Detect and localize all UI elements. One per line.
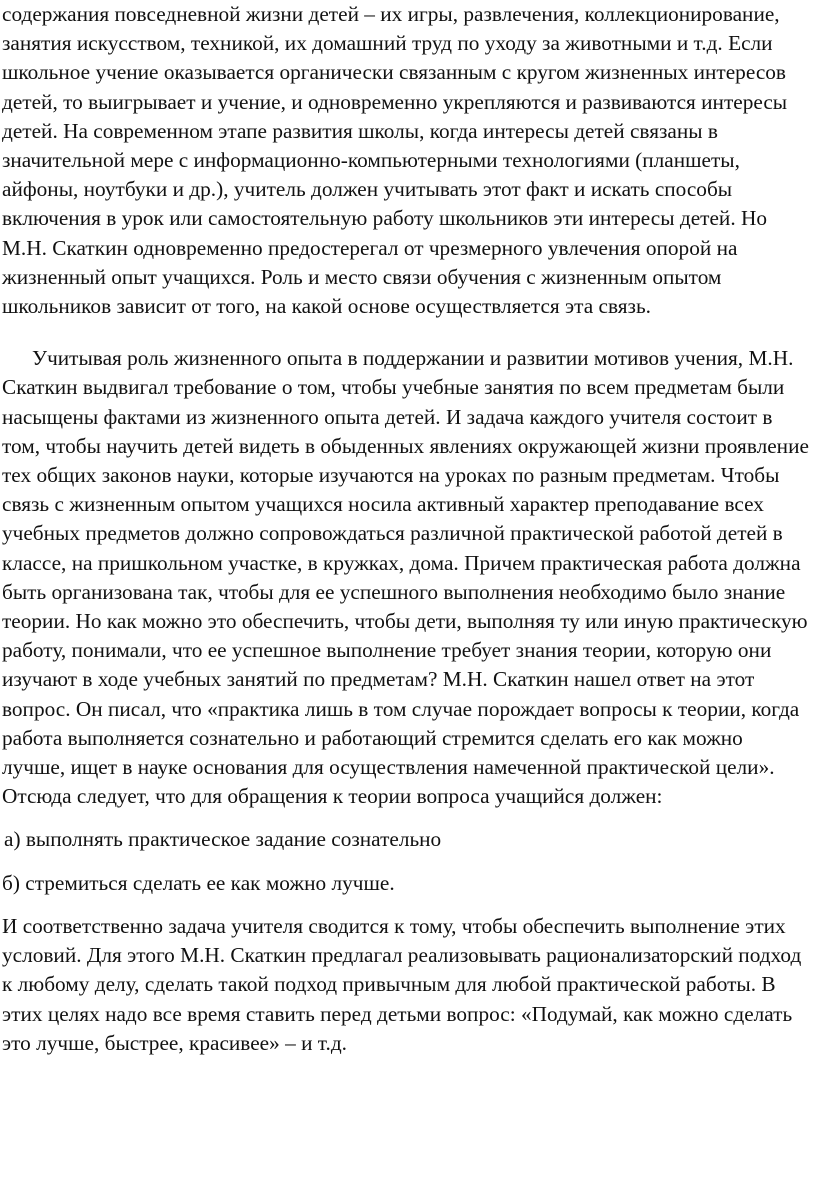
list-item-b: б) стремиться сделать ее как можно лучше. (2, 870, 395, 895)
list-item-a: а) выполнять практическое задание сознательно (4, 827, 442, 852)
paragraph-teacher-task: И соответственно задача учителя сводится к тому, чтобы обеспечить выполнение этих условий. Для этого М.Н. Скаткин предлагал реализовывать рационализаторский подход к любому делу, сделать такой подход привычным для любой практической работы. В этих целях надо все время ставить перед детьми вопрос: «Подумай, как можно сделать это лучше, быстрее, красивее» – и т.д. (2, 913, 802, 1055)
paragraph-life-experience: Учитывая роль жизненного опыта в поддержании и развитии мотивов учения, М.Н. Скаткин выдвигал требование о том, чтобы учебные занятия по всем предметам были насыщены фактами из жизненного опыта детей. И задача каждого учителя состоит в том, чтобы научить детей видеть в обыденных явлениях окружающей жизни проявление тех общих законов науки, которые изучаются на уроках по разным предметам. Чтобы связь с жизненным опытом учащихся носила активный характер преподавание всех учебных предметов должно сопровождаться различной практической работой детей в классе, на пришкольном участке, в кружках, дома. Причем практическая работа должна быть организована так, чтобы для ее успешного выполнения необходимо было знание теории. Но как можно это обеспечить, чтобы дети, выполняя ту или иную практическую работу, понимали, что ее успешное выполнение требует знания теории, которую они изучают в ходе учебных занятий по предметам? М.Н. Скаткин нашел ответ на этот вопрос. Он писал, что «практика лишь в том случае порождает вопросы к теории, когда работа выполняется сознательно и работающий стремится сделать его как можно лучше, ищет в науке основания для осуществления намеченной практической цели». Отсюда следует, что для обращения к теории вопроса учащийся должен: (2, 346, 809, 809)
paragraph-continuation: содержания повседневной жизни детей – их игры, развлечения, коллекционирование, занятия искусством, техникой, их домашний труд по уходу за животными и т.д. Если школьное учение оказывается органически связанным с кругом жизненных интересов детей, то выигрывает и учение, и одновременно укрепляются и развиваются интересы детей. На современном этапе развития школы, когда интересы детей связаны в значительной мере с информационно-компьютерными технологиями (планшеты, айфоны, ноутбуки и др.), учитель должен учитывать этот факт и искать способы включения в урок или самостоятельную работу школьников эти интересы детей. Но М.Н. Скаткин одновременно предостерегал от чрезмерного увлечения опорой на жизненный опыт учащихся. Роль и место связи обучения с жизненным опытом школьников зависит от того, на какой основе осуществляется эта связь. (2, 2, 788, 319)
